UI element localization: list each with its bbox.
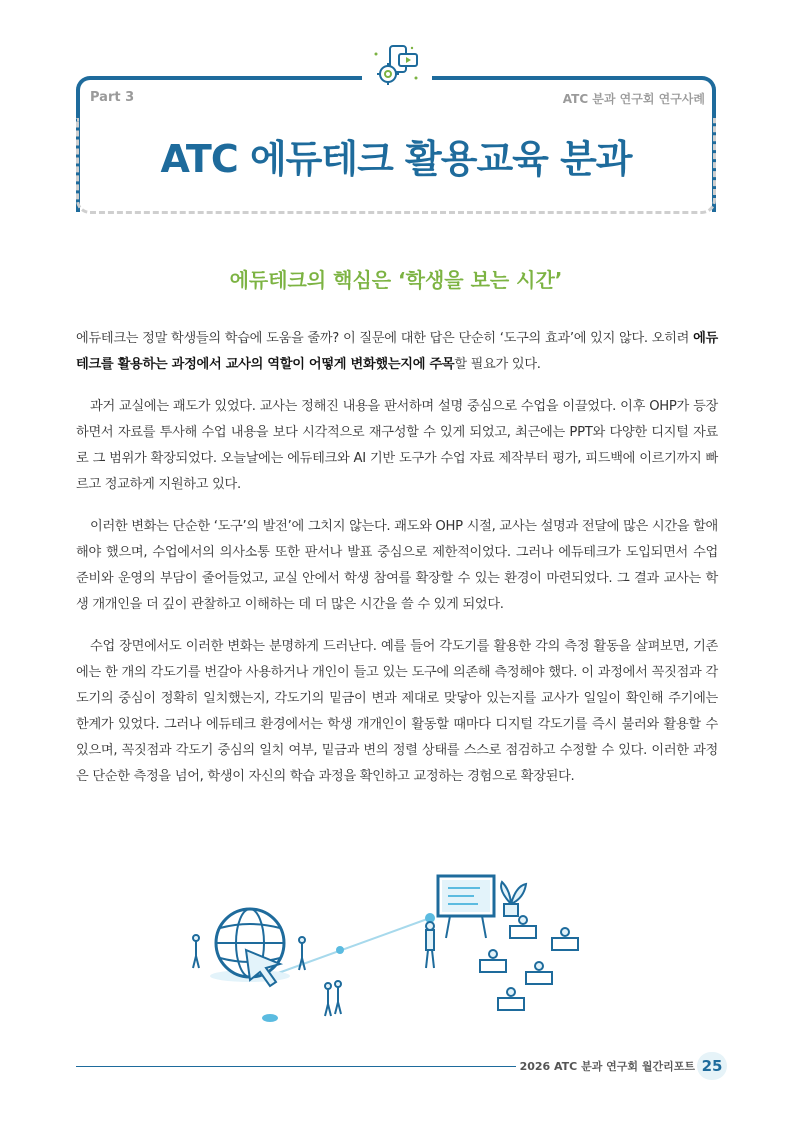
paragraph-1-tail: 할 필요가 있다. (454, 357, 541, 372)
section-heading: 에듀테크의 핵심은 ‘학생을 보는 시간’ (229, 268, 563, 292)
tablet-gear-icon (368, 44, 424, 90)
part-label: Part 3 (90, 90, 135, 105)
paragraph-1-text: 에듀테크는 정말 학생들의 학습에 도움을 줄까? 이 질문에 대한 답은 단순히 ‘도구의 효과’에 있지 않다. 오히려 (76, 331, 694, 346)
page-title: ATC 에듀테크 활용교육 분과 (160, 137, 632, 181)
paragraph-3: 이러한 변화는 단순한 ‘도구’의 발전’에 그치지 않는다. 괘도와 OHP 시절, 교사는 설명과 전달에 많은 시간을 할애해야 했으며, 수업에서의 의사소통 또한 판서나 발표 중심으로 제한적이었다. 그러나 에듀테크가 도입되면서 수업 준비와 운영의 부담이 줄어들었고, 교실 안에서 학생 참여를 확장할 수 있는 환경이 마련되었다. 그 결과 교사는 학생 개개인을 더 깊이 관찰하고 이해하는 데 더 많은 시간을 쓸 수 있게 되었다. (76, 519, 718, 612)
paragraph-2: 과거 교실에는 괘도가 있었다. 교사는 정해진 내용을 판서하며 설명 중심으로 수업을 이끌었다. 이후 OHP가 등장하면서 자료를 투사해 수업 내용을 보다 시각적으로 재구성할 수 있게 되었고, 최근에는 PPT와 다양한 디지털 자료로 그 범위가 확장되었다. 오늘날에는 에듀테크와 AI 기반 도구가 수업 자료 제작부터 평가, 피드백에 이르기까지 빠르고 정교하게 지원하고 있다. (76, 399, 718, 492)
series-label: ATC 분과 연구회 연구사례 (562, 92, 705, 106)
page-number: 25 (697, 1052, 727, 1080)
footer-divider (76, 1066, 516, 1067)
article-body (76, 326, 718, 806)
paragraph-4: 수업 장면에서도 이러한 변화는 분명하게 드러난다. 예를 들어 각도기를 활용한 각의 측정 활동을 살펴보면, 기존에는 한 개의 각도기를 번갈아 사용하거나 개인이 들고 있는 도구에 의존해 측정해야 했다. 이 과정에서 꼭짓점과 각도기의 중심이 정확히 일치했는지, 각도기의 밑금이 변과 제대로 맞닿아 있는지를 교사가 일일이 확인해 주기에는 한계가 있었다. 그러나 에듀테크 환경에서는 학생 개개인이 활동할 때마다 디지털 각도기를 즉시 불러와 활용할 수 있으며, 꼭짓점과 각도기 중심의 일치 여부, 밑금과 변의 정렬 상태를 스스로 점검하고 수정할 수 있다. 이러한 과정은 단순한 측정을 넘어, 학생이 자신의 학습 과정을 확인하고 교정하는 경험으로 확장된다. (76, 639, 718, 784)
classroom-globe-illustration (180, 868, 600, 1028)
paragraph-1 (76, 326, 718, 378)
footer-title: 2026 ATC 분과 연구회 월간리포트 (519, 1060, 695, 1073)
paragraph-1-emphasis: 에듀테크를 활용하는 과정에서 교사의 역할이 어떻게 변화했는지에 주목 (76, 331, 718, 372)
